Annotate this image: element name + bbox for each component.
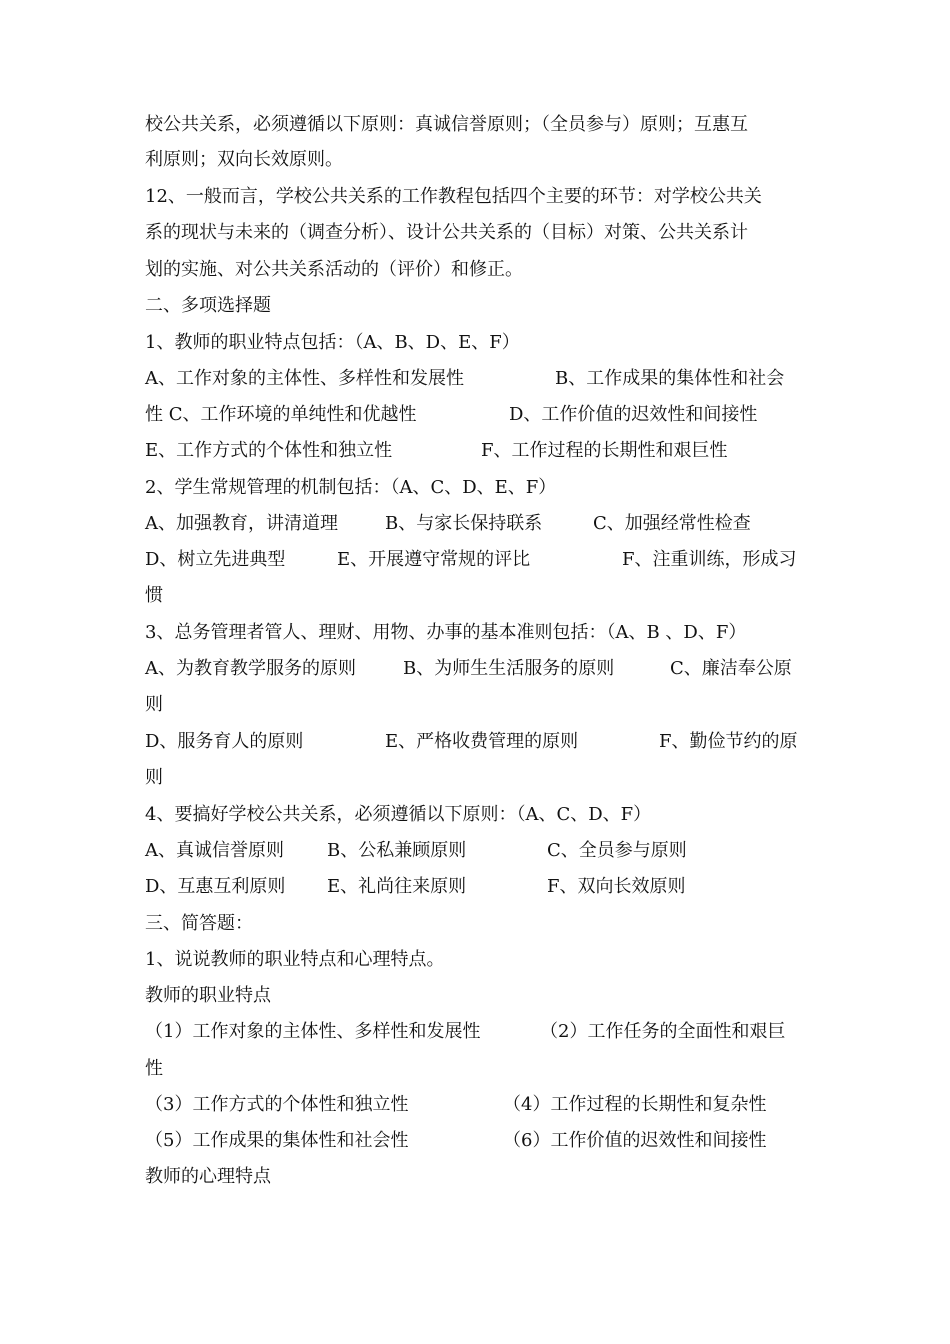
text-segment: （1）工作对象的主体性、多样性和发展性 [145, 1021, 481, 1042]
text-line [0, 1017, 950, 1047]
text-segment: 利原则；双向长效原则。 [145, 149, 343, 170]
text-segment: F、双向长效原则 [547, 876, 686, 897]
text-segment: （3）工作方式的个体性和独立性 [145, 1094, 409, 1115]
text-segment: 则 [145, 694, 163, 715]
text-segment: 1、教师的职业特点包括：（A、B、D、E、F） [145, 332, 520, 353]
text-segment: D、互惠互利原则 [145, 876, 286, 897]
text-segment: 2、学生常规管理的机制包括：（A、C、D、E、F） [145, 477, 557, 498]
text-segment: F、工作过程的长期性和艰巨性 [481, 440, 728, 461]
text-segment: 教师的心理特点 [145, 1166, 271, 1187]
text-segment: B、为师生生活服务的原则 [403, 658, 615, 679]
text-segment: （2）工作任务的全面性和艰巨 [540, 1021, 786, 1042]
text-line [0, 1126, 950, 1156]
text-segment: C、全员参与原则 [547, 840, 687, 861]
text-segment: E、严格收费管理的原则 [385, 731, 579, 752]
text-line [0, 1090, 950, 1120]
text-segment: F、勤俭节约的原 [659, 731, 798, 752]
text-line [0, 981, 950, 1011]
text-segment: （4）工作过程的长期性和复杂性 [503, 1094, 767, 1115]
text-line [0, 400, 950, 430]
text-segment: 教师的职业特点 [145, 985, 271, 1006]
text-segment: E、工作方式的个体性和独立性 [145, 440, 393, 461]
text-line [0, 1054, 950, 1084]
text-line [0, 545, 950, 575]
text-line [0, 145, 950, 175]
text-line [0, 727, 950, 757]
text-segment: C、加强经常性检查 [593, 513, 751, 534]
text-segment: 3、总务管理者管人、理财、用物、办事的基本准则包括：（A、B 、D、F） [145, 622, 747, 643]
text-segment: 系的现状与未来的（调查分析）、设计公共关系的（目标）对策、公共关系计 [145, 222, 748, 243]
text-segment: E、礼尚往来原则 [327, 876, 467, 897]
text-segment: 校公共关系，必须遵循以下原则：真诚信誉原则；（全员参与）原则；互惠互 [145, 114, 748, 135]
text-segment: B、工作成果的集体性和社会 [555, 368, 785, 389]
text-segment: A、真诚信誉原则 [145, 840, 284, 861]
text-line [0, 581, 950, 611]
text-segment: 二、多项选择题 [145, 295, 271, 316]
text-segment: 三、简答题： [145, 913, 253, 934]
text-segment: 性 C、工作环境的单纯性和优越性 [145, 404, 417, 425]
text-line [0, 364, 950, 394]
text-segment: F、注重训练，形成习 [622, 549, 797, 570]
text-segment: 划的实施、对公共关系活动的（评价）和修正。 [145, 259, 523, 280]
text-line [0, 618, 950, 648]
text-segment: A、为教育教学服务的原则 [145, 658, 356, 679]
text-line [0, 255, 950, 285]
text-line [0, 509, 950, 539]
text-line [0, 654, 950, 684]
text-line [0, 473, 950, 503]
text-line [0, 182, 950, 212]
text-line [0, 436, 950, 466]
text-line [0, 218, 950, 248]
text-segment: （5）工作成果的集体性和社会性 [145, 1130, 409, 1151]
text-segment: （6）工作价值的迟效性和间接性 [503, 1130, 767, 1151]
text-segment: D、树立先进典型 [145, 549, 286, 570]
text-segment: 1、说说教师的职业特点和心理特点。 [145, 949, 445, 970]
text-segment: A、加强教育，讲清道理 [145, 513, 338, 534]
text-segment: B、与家长保持联系 [385, 513, 543, 534]
text-line [0, 800, 950, 830]
text-line [0, 872, 950, 902]
text-segment: E、开展遵守常规的评比 [337, 549, 531, 570]
text-segment: 性 [145, 1058, 163, 1079]
text-line [0, 909, 950, 939]
text-segment: D、服务育人的原则 [145, 731, 304, 752]
text-segment: D、工作价值的迟效性和间接性 [509, 404, 758, 425]
text-line [0, 110, 950, 140]
text-segment: 4、要搞好学校公共关系，必须遵循以下原则：（A、C、D、F） [145, 804, 652, 825]
text-line [0, 690, 950, 720]
text-line [0, 1162, 950, 1192]
text-line [0, 291, 950, 321]
text-line [0, 945, 950, 975]
text-line [0, 836, 950, 866]
text-segment: B、公私兼顾原则 [327, 840, 467, 861]
text-segment: C、廉洁奉公原 [670, 658, 792, 679]
text-segment: 12、一般而言，学校公共关系的工作教程包括四个主要的环节：对学校公共关 [145, 186, 762, 207]
text-line [0, 328, 950, 358]
text-segment: 惯 [145, 585, 163, 606]
text-line [0, 763, 950, 793]
text-segment: A、工作对象的主体性、多样性和发展性 [145, 368, 464, 389]
text-segment: 则 [145, 767, 163, 788]
